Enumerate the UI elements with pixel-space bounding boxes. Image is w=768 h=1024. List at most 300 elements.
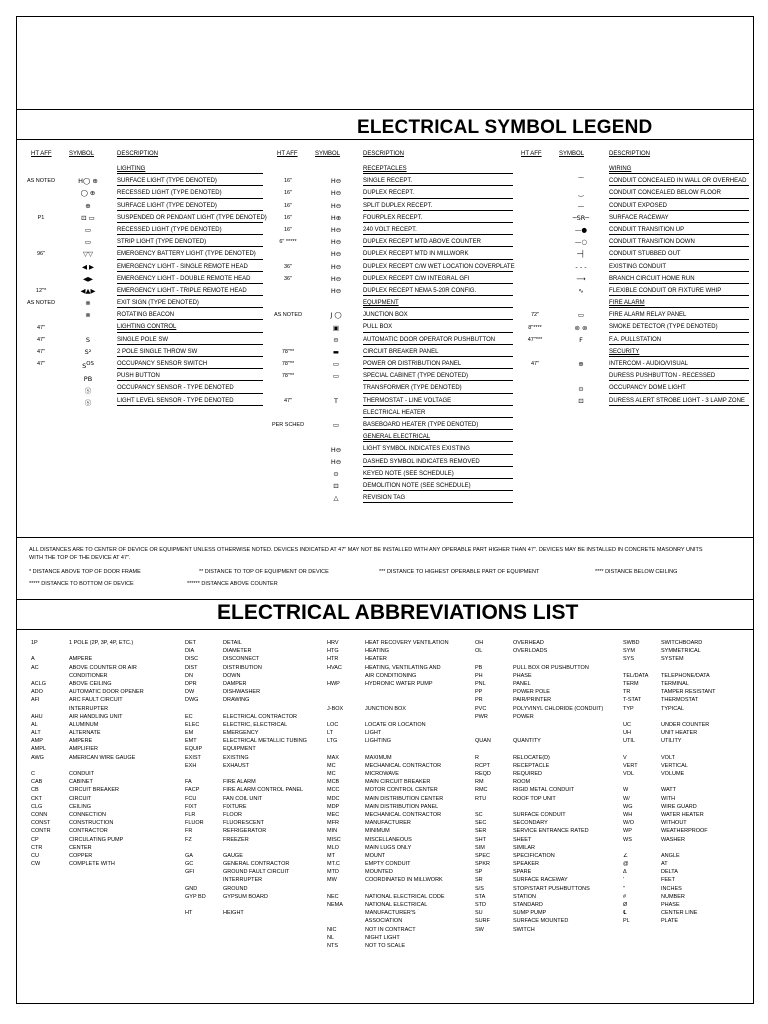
legend-row: 2 POLE SINGLE THROW SW xyxy=(117,346,263,358)
abbr-meaning: SERVICE ENTRANCE RATED xyxy=(513,828,589,835)
mounting-height xyxy=(23,370,59,382)
abbr-code: EMT xyxy=(185,738,197,745)
abbr-meaning: COPPER xyxy=(69,852,93,859)
legend-row: SINGLE RECEPT. xyxy=(363,175,513,187)
abbr-meaning: RECEPTACLE xyxy=(513,762,550,769)
abbr-meaning: ROOM xyxy=(513,779,531,786)
abbr-row xyxy=(475,844,603,852)
abbr-code: MCC xyxy=(327,787,340,794)
mounting-height xyxy=(23,187,59,199)
abbr-code: HTG xyxy=(327,648,339,655)
mounting-height: AS NOTED xyxy=(26,300,56,307)
abbr-meaning: GROUND FAULT CIRCUIT xyxy=(223,869,290,876)
legend-row: GENERAL ELECTRICAL xyxy=(363,431,513,443)
abbr-row xyxy=(623,795,716,803)
abbr-code: SW xyxy=(475,926,484,933)
mounting-height xyxy=(23,163,59,175)
abbr-code: PH xyxy=(475,672,483,679)
legend-row: TRANSFORMER (TYPE DENOTED) xyxy=(363,382,513,394)
legend-row: LIGHTING CONTROL xyxy=(117,321,263,333)
abbr-row xyxy=(475,868,603,876)
mounting-height: 47" xyxy=(36,336,46,343)
abbr-meaning: HYDRONIC WATER PUMP xyxy=(365,680,433,687)
abbr-row xyxy=(185,672,307,680)
abbr-code: STD xyxy=(475,902,486,908)
legend-row: FIRE ALARM xyxy=(609,297,749,309)
abbr-code: NEMA xyxy=(327,902,343,908)
mounting-height: 8"**** xyxy=(528,324,542,331)
abbr-meaning: CIRCULATING PUMP xyxy=(69,836,124,843)
abbr-code: AFI xyxy=(31,697,40,704)
abbr-code: CLG xyxy=(31,803,43,810)
abbr-row xyxy=(623,639,716,647)
divider xyxy=(17,139,753,140)
abbr-code: AWG xyxy=(31,754,44,761)
abbr-meaning: VOLUME xyxy=(661,771,685,777)
abbr-row xyxy=(185,639,307,647)
abbr-row xyxy=(475,713,603,721)
abbr-meaning: CENTER LINE xyxy=(661,910,698,917)
abbr-meaning: FIRE ALARM CONTROL PANEL xyxy=(223,787,304,794)
abbr-row xyxy=(327,803,449,811)
header-symbol: SYMBOL xyxy=(559,151,585,157)
abbr-code: SR xyxy=(475,877,483,884)
legend-row: RECESSED LIGHT (TYPE DENOTED) xyxy=(117,187,263,199)
mounting-height xyxy=(23,309,59,321)
abbr-code: AMP xyxy=(31,738,43,745)
abbr-meaning: CONTRACTOR xyxy=(69,828,108,835)
abbr-code: AHU xyxy=(31,713,43,720)
abbr-meaning: SPEAKER xyxy=(513,861,539,868)
sheet-frame xyxy=(16,16,754,1004)
abbr-row xyxy=(327,762,449,770)
legend-row: FLEXIBLE CONDUIT OR FIXTURE WHIP xyxy=(609,285,749,297)
abbr-meaning: AIR CONDITIONING xyxy=(365,672,417,679)
abbr-code: DN xyxy=(185,672,193,679)
mounting-height xyxy=(23,200,59,212)
mounting-height: 16" xyxy=(283,190,293,197)
abbr-row xyxy=(475,737,603,745)
abbr-row xyxy=(475,696,603,704)
abbr-row xyxy=(31,795,144,803)
legend-row: POWER OR DISTRIBUTION PANEL xyxy=(363,358,513,370)
abbr-meaning: COMPLETE WITH xyxy=(69,861,115,868)
abbr-code: W/ xyxy=(623,795,630,802)
abbr-row xyxy=(327,819,449,827)
abbr-row xyxy=(475,827,603,835)
abbr-meaning: HEATING xyxy=(365,648,390,655)
mounting-height xyxy=(515,297,555,309)
abbr-row xyxy=(31,770,144,778)
mounting-height xyxy=(23,236,59,248)
abbr-meaning: MAIN LUGS ONLY xyxy=(365,844,412,851)
abbr-row xyxy=(31,754,144,762)
abbr-code: SIM xyxy=(475,844,485,851)
abbr-code: MDC xyxy=(327,795,340,802)
abbr-row xyxy=(327,942,449,950)
abbr-row xyxy=(185,721,307,729)
abbr-row xyxy=(475,655,603,663)
abbr-code: FIXT xyxy=(185,803,197,810)
note-6: ****** DISTANCE ABOVE COUNTER xyxy=(187,581,278,587)
legend-row: OCCUPANCY SENSOR - TYPE DENOTED xyxy=(117,382,263,394)
abbr-row xyxy=(327,926,449,934)
col2-symbols: H⊖ H⊖ H⊖ H⊕ H⊖ H⊖ H⊖ H⊖ H⊖ H⊖ J ◯ ▣ ⊝ ▬ ▭ ▭ T ▭ H⊖ H⊖ ⊙ ⊡ △ xyxy=(330,177,342,503)
abbr-code: PB xyxy=(475,664,483,671)
abbr-meaning: FIXTURE xyxy=(223,803,247,810)
mounting-height xyxy=(515,346,555,358)
abbr-row xyxy=(475,803,603,811)
abbr-code: HRV xyxy=(327,640,339,646)
abbr-meaning: DRAWING xyxy=(223,697,250,704)
abbr-row xyxy=(623,909,716,917)
legend-row: PULL BOX xyxy=(363,321,513,333)
mounting-height xyxy=(515,236,555,248)
abbr-meaning: EQUIPMENT xyxy=(223,746,256,753)
divider xyxy=(17,109,753,110)
abbr-code: LTG xyxy=(327,738,338,745)
abbr-row xyxy=(475,819,603,827)
abbr-code: MTD xyxy=(327,869,339,876)
abbr-row xyxy=(327,811,449,819)
abbr-row xyxy=(31,729,144,737)
mounting-height xyxy=(515,175,555,187)
abbr-row xyxy=(623,819,716,827)
abbr-code: TYP xyxy=(623,705,634,712)
abbr-code: ℄ xyxy=(623,910,627,917)
abbr-row xyxy=(475,795,603,803)
abbr-code: MLO xyxy=(327,844,339,851)
mounting-height: 47" xyxy=(36,324,46,331)
legend-row: FIRE ALARM RELAY PANEL xyxy=(609,309,749,321)
abbr-meaning: DISTRIBUTION xyxy=(223,664,262,671)
legend-row: BASEBOARD HEATER (TYPE DENOTED) xyxy=(363,419,513,431)
abbr-row xyxy=(185,836,307,844)
abbr-row xyxy=(31,721,144,729)
legend-row: DUPLEX RECEPT C/W INTEGRAL GFI xyxy=(363,273,513,285)
abbr-code: S/S xyxy=(475,885,484,892)
mounting-height: 78"** xyxy=(281,361,295,368)
abbr-meaning: FEET xyxy=(661,877,676,884)
abbr-row xyxy=(185,770,307,778)
legend-row: JUNCTION BOX xyxy=(363,309,513,321)
abbr-row xyxy=(475,770,603,778)
abbr-code: AL xyxy=(31,721,38,728)
legend-row: 240 VOLT RECEPT. xyxy=(363,224,513,236)
abbr-code: PP xyxy=(475,689,483,696)
mounting-height: 36" xyxy=(283,275,293,282)
abbr-row xyxy=(185,786,307,794)
legend-row: REVISION TAG xyxy=(363,492,513,504)
abbr-meaning: DOWN xyxy=(223,672,241,679)
abbr-row xyxy=(31,827,144,835)
abbr-code: HWP xyxy=(327,680,340,687)
abbr-meaning: ELECTRICAL CONTRACTOR xyxy=(223,713,297,720)
abbr-meaning: SYMMETRICAL xyxy=(661,648,701,655)
abbr-code: Δ xyxy=(623,869,627,876)
abbr-meaning: CONNECTION xyxy=(69,811,106,818)
abbr-column xyxy=(327,639,449,950)
mounting-height xyxy=(515,261,555,273)
abbr-code: MT.C xyxy=(327,861,340,868)
abbr-meaning: RELOCATE(D) xyxy=(513,754,550,761)
abbr-code: DIST xyxy=(185,664,198,671)
abbr-meaning: TAMPER RESISTANT xyxy=(661,689,716,696)
abbr-row xyxy=(623,688,716,696)
abbr-meaning: FIRE ALARM xyxy=(223,779,256,786)
mounting-height xyxy=(23,224,59,236)
abbr-code: MISC xyxy=(327,836,341,843)
abbr-code: OL xyxy=(475,648,483,655)
mounting-height: 78"** xyxy=(281,373,295,380)
abbr-row xyxy=(31,844,144,852)
abbr-row xyxy=(475,786,603,794)
abbr-meaning: EMPTY CONDUIT xyxy=(365,861,411,868)
abbr-row xyxy=(185,647,307,655)
abbr-code: ' xyxy=(623,877,625,884)
abbr-row xyxy=(31,688,144,696)
legend-row: KEYED NOTE (SEE SCHEDULE) xyxy=(363,468,513,480)
abbr-meaning: TELEPHONE/DATA xyxy=(661,672,710,679)
header-symbol: SYMBOL xyxy=(69,151,95,157)
abbr-code: AC xyxy=(31,664,39,671)
abbr-code: WP xyxy=(623,828,632,835)
abbr-code: C xyxy=(31,771,35,777)
abbr-row xyxy=(185,762,307,770)
note-2: ** DISTANCE TO TOP OF EQUIPMENT OR DEVICE xyxy=(199,569,329,575)
abbr-row xyxy=(327,934,449,942)
abbr-row xyxy=(327,688,449,696)
mounting-height xyxy=(267,334,309,346)
abbr-row xyxy=(185,713,307,721)
mounting-height xyxy=(267,383,309,395)
abbr-row xyxy=(327,770,449,778)
abbr-row xyxy=(475,893,603,901)
abbr-meaning: WATT xyxy=(661,787,676,794)
mounting-height xyxy=(515,273,555,285)
abbr-meaning: INTERRUPTER xyxy=(69,705,109,712)
abbr-code: SWBD xyxy=(623,640,640,646)
abbr-row xyxy=(475,721,603,729)
mounting-height xyxy=(515,224,555,236)
abbr-code: PVC xyxy=(475,705,487,712)
abbr-row xyxy=(31,639,144,647)
abbr-meaning: 1 POLE (2P, 3P, 4P, ETC.) xyxy=(69,640,134,646)
abbr-row xyxy=(623,803,716,811)
abbr-meaning: PLATE xyxy=(661,918,679,925)
legend-row: EMERGENCY LIGHT - SINGLE REMOTE HEAD xyxy=(117,261,263,273)
abbr-row xyxy=(475,860,603,868)
abbr-row xyxy=(185,688,307,696)
abbr-meaning: SPARE xyxy=(513,869,532,876)
abbr-row xyxy=(475,729,603,737)
abbr-code: STA xyxy=(475,893,486,900)
abbr-code: VERT xyxy=(623,762,638,769)
legend-row: RECESSED LIGHT (TYPE DENOTED) xyxy=(117,224,263,236)
abbr-code: UC xyxy=(623,721,631,728)
abbr-meaning: AMPERE xyxy=(69,656,93,663)
abbr-meaning: MICROWAVE xyxy=(365,771,399,777)
abbr-code: CONST xyxy=(31,820,51,827)
abbr-meaning: WATER HEATER xyxy=(661,811,704,818)
abbr-code: WH xyxy=(623,811,633,818)
abbr-code: TEL/DATA xyxy=(623,672,649,679)
abbr-row xyxy=(623,664,716,672)
abbr-code: FCU xyxy=(185,795,197,802)
abbr-meaning: MANUFACTURER'S xyxy=(365,910,416,917)
abbr-meaning: ELECTRICAL METALLIC TUBING xyxy=(223,738,307,745)
header-ht-aff: HT AFF xyxy=(521,151,542,157)
header-description: DESCRIPTION xyxy=(609,151,651,157)
abbr-code: @ xyxy=(623,861,629,868)
abbr-meaning: STATION xyxy=(513,893,537,900)
abbr-row xyxy=(623,917,716,925)
abbr-meaning: NUMBER xyxy=(661,893,685,900)
abbr-meaning: CABINET xyxy=(69,779,93,786)
col3-symbols: ⁀ ‿ — ─SR─ —● —○ ─┤ - - - ⟶ ∿ ▭ ⊚ ⊚ F ⊕ ⊙ ⊡ xyxy=(572,177,590,405)
abbr-code: ∠ xyxy=(623,852,628,859)
abbr-code: MAX xyxy=(327,754,339,761)
abbr-meaning: RIGID METAL CONDUIT xyxy=(513,787,575,794)
abbr-row xyxy=(185,737,307,745)
abbr-row xyxy=(623,778,716,786)
abbr-row xyxy=(475,811,603,819)
abbr-meaning: HEAT RECOVERY VENTILATION xyxy=(365,640,449,646)
col1-symbols: H◯ ⊕ ◯ ⊕ ⊕ ⊡ ▭ ▭ ▭ ▽▽ ◀ ▶ ◀▶ ◀▲▶ ⊗ ⊗ S S² $S^{OS}$ PB Ⓢ Ⓢ xyxy=(78,177,98,408)
mounting-height xyxy=(515,383,555,395)
abbr-meaning: AMERICAN WIRE GAUGE xyxy=(69,754,136,761)
mounting-height: AS NOTED xyxy=(273,312,303,319)
abbr-code: PWR xyxy=(475,713,488,720)
abbr-code: QUAN xyxy=(475,738,491,745)
abbr-row xyxy=(185,893,307,901)
mounting-height xyxy=(267,163,309,175)
abbr-meaning: VOLT xyxy=(661,754,675,761)
abbr-row xyxy=(31,737,144,745)
abbr-row xyxy=(475,909,603,917)
abbr-meaning: PHASE xyxy=(661,902,680,908)
abbr-meaning: HEATING, VENTILATING AND xyxy=(365,664,441,671)
col1-descriptions xyxy=(117,163,267,407)
abbr-meaning: NOT TO SCALE xyxy=(365,942,406,949)
abbr-meaning: CIRCUIT BREAKER xyxy=(69,787,120,794)
abbr-row xyxy=(327,876,449,884)
abbr-code: RTU xyxy=(475,795,487,802)
mounting-height: 47" xyxy=(36,361,46,368)
legend-row: EXISTING CONDUIT xyxy=(609,261,749,273)
abbr-code: SER xyxy=(475,828,487,835)
abbr-meaning: TERMINAL xyxy=(661,680,689,687)
abbr-meaning: SURFACE CONDUIT xyxy=(513,811,566,818)
abbr-code: 1P xyxy=(31,640,38,646)
abbr-code: MIN xyxy=(327,828,338,835)
abbr-meaning: EXHAUST xyxy=(223,762,249,769)
abbr-row xyxy=(185,655,307,663)
abbr-meaning: CENTER xyxy=(69,844,92,851)
abbr-row xyxy=(31,860,144,868)
abbr-code: ALT xyxy=(31,730,41,737)
abbr-code: SPKR xyxy=(475,861,490,868)
abbr-row xyxy=(475,917,603,925)
abbr-meaning: UNIT HEATER xyxy=(661,730,698,737)
header-description: DESCRIPTION xyxy=(117,151,159,157)
legend-row: DURESS PUSHBUTTON - RECESSED xyxy=(609,370,749,382)
abbr-code: FR xyxy=(185,828,193,835)
abbr-meaning: GAUGE xyxy=(223,852,243,859)
abbr-meaning: FAN COIL UNIT xyxy=(223,795,263,802)
abbr-meaning: WITH xyxy=(661,795,676,802)
abbr-code: LT xyxy=(327,730,334,737)
abbr-row xyxy=(31,778,144,786)
abbr-meaning: VERTICAL xyxy=(661,762,688,769)
abbr-row xyxy=(623,705,716,713)
abbr-row xyxy=(185,909,307,917)
abbr-meaning: MAXIMUM xyxy=(365,754,392,761)
abbr-row xyxy=(475,647,603,655)
abbr-row xyxy=(475,926,603,934)
abbr-code: MCB xyxy=(327,779,340,786)
abbr-code: ACLG xyxy=(31,680,46,687)
mounting-height xyxy=(267,322,309,334)
abbr-meaning: CIRCUIT xyxy=(69,795,92,802)
abbr-meaning: HEIGHT xyxy=(223,910,244,917)
abbr-row xyxy=(185,819,307,827)
abbr-row xyxy=(623,876,716,884)
abbr-row xyxy=(327,745,449,753)
mounting-height xyxy=(515,163,555,175)
abbr-row xyxy=(623,901,716,909)
abbr-meaning: STOP/START PUSHBUTTONS xyxy=(513,885,590,892)
mounting-height xyxy=(267,248,309,260)
abbr-code: EC xyxy=(185,713,193,720)
abbr-code: CKT xyxy=(31,795,42,802)
abbr-meaning: DISCONNECT xyxy=(223,656,260,663)
abbr-meaning: ELECTRIC, ELECTRICAL xyxy=(223,721,288,728)
abbr-meaning: MOUNT xyxy=(365,852,386,859)
legend-row: SPECIAL CABINET (TYPE DENOTED) xyxy=(363,370,513,382)
abbr-row xyxy=(327,639,449,647)
abbr-code: T-STAT xyxy=(623,697,642,704)
abbr-code: FZ xyxy=(185,836,192,843)
abbr-row xyxy=(623,655,716,663)
abbr-row xyxy=(475,852,603,860)
abbr-meaning: INTERRUPTER xyxy=(223,877,263,884)
abbr-row xyxy=(327,795,449,803)
abbr-row xyxy=(623,696,716,704)
abbr-column xyxy=(185,639,307,917)
abbr-meaning: QUANTITY xyxy=(513,738,541,745)
abbr-meaning: POLYVINYL CHLORIDE (CONDUIT) xyxy=(513,705,604,712)
abbr-code: REQD xyxy=(475,771,491,777)
mounting-height: PER SCHED xyxy=(271,422,305,429)
abbr-row xyxy=(327,655,449,663)
abbr-row xyxy=(623,852,716,860)
abbr-code: EM xyxy=(185,730,194,737)
abbr-row xyxy=(327,786,449,794)
abbr-row xyxy=(185,803,307,811)
abbr-meaning: EMERGENCY xyxy=(223,730,259,737)
abbr-code: EXIST xyxy=(185,754,201,761)
legend-row: DUPLEX RECEPT C/W WET LOCATION COVERPLATE xyxy=(363,261,513,273)
abbr-code: TR xyxy=(623,689,631,696)
abbr-code: UTIL xyxy=(623,738,635,745)
abbr-meaning: THERMOSTAT xyxy=(661,697,699,704)
header-ht-aff: HT AFF xyxy=(31,151,52,157)
col2-descriptions xyxy=(363,163,513,504)
abbr-code: RCPT xyxy=(475,762,490,769)
abbr-row xyxy=(31,680,144,688)
mounting-height: 16" xyxy=(283,202,293,209)
